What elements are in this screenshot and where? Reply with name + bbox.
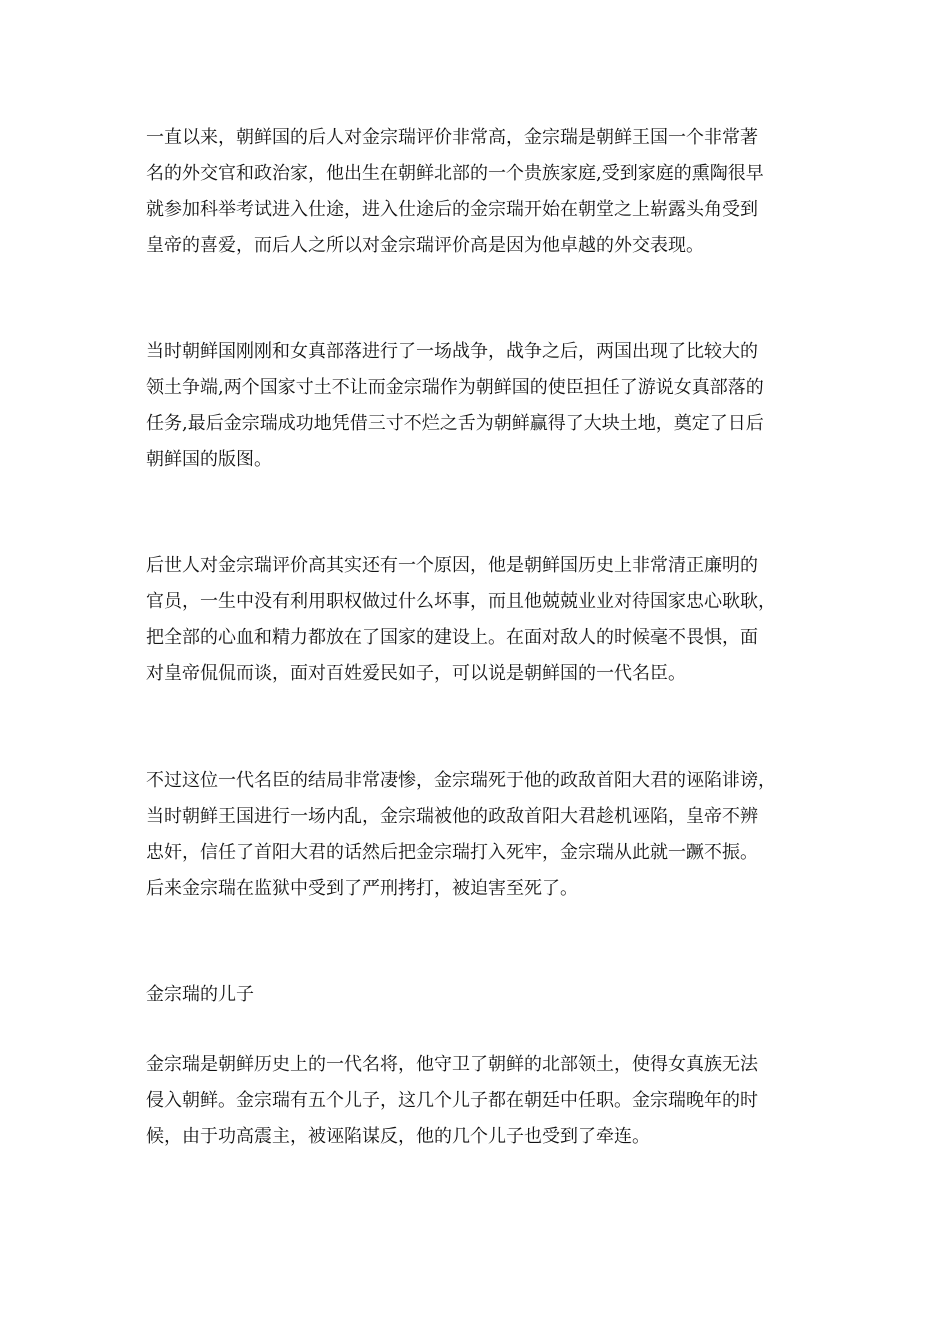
text-line: 朝鲜国的版图。 [146,449,272,470]
text-line: 任务,最后金宗瑞成功地凭借三寸不烂之舌为朝鲜赢得了大块土地，奠定了日后 [146,413,764,434]
text-line: 就参加科举考试进入仕途，进入仕途后的金宗瑞开始在朝堂之上崭露头角受到 [146,199,758,220]
text-line: 当时朝鲜王国进行一场内乱，金宗瑞被他的政敌首阳大君趁机诬陷，皇帝不辨 [146,806,758,827]
text-line: 金宗瑞是朝鲜历史上的一代名将，他守卫了朝鲜的北部领土，使得女真族无法 [146,1054,758,1075]
text-line: 对皇帝侃侃而谈，面对百姓爱民如子，可以说是朝鲜国的一代名臣。 [146,663,686,684]
paragraph-intro [146,120,816,264]
paragraph-ending [146,763,816,907]
text-line: 当时朝鲜国刚刚和女真部落进行了一场战争，战争之后，两国出现了比较大的 [146,341,758,362]
text-line: 领土争端,两个国家寸土不让而金宗瑞作为朝鲜国的使臣担任了游说女真部落的 [146,377,764,398]
text-line: 皇帝的喜爱，而后人之所以对金宗瑞评价高是因为他卓越的外交表现。 [146,235,704,256]
text-line: 不过这位一代名臣的结局非常凄惨，金宗瑞死于他的政敌首阳大君的诬陷诽谤， [146,770,776,791]
heading-line: 金宗瑞的儿子 [146,984,254,1005]
text-line: 后来金宗瑞在监狱中受到了严刑拷打，被迫害至死了。 [146,878,578,899]
text-line: 候，由于功高震主，被诬陷谋反，他的几个儿子也受到了牵连。 [146,1126,650,1147]
section-heading [146,977,816,1013]
text-line: 把全部的心血和精力都放在了国家的建设上。在面对敌人的时候毫不畏惧，面 [146,627,758,648]
text-line: 后世人对金宗瑞评价高其实还有一个原因，他是朝鲜国历史上非常清正廉明的 [146,555,758,576]
text-line: 忠奸，信任了首阳大君的话然后把金宗瑞打入死牢，金宗瑞从此就一蹶不振。 [146,842,758,863]
paragraph-sons [146,1047,816,1155]
paragraph-territory [146,334,816,478]
text-line: 侵入朝鲜。金宗瑞有五个儿子，这几个儿子都在朝廷中任职。金宗瑞晚年的时 [146,1090,758,1111]
paragraph-integrity [146,548,816,692]
text-line: 一直以来，朝鲜国的后人对金宗瑞评价非常高，金宗瑞是朝鲜王国一个非常著 [146,127,758,148]
text-line: 官员，一生中没有利用职权做过什么坏事，而且他兢兢业业对待国家忠心耿耿， [146,591,776,612]
text-line: 名的外交官和政治家，他出生在朝鲜北部的一个贵族家庭,受到家庭的熏陶很早 [146,163,764,184]
